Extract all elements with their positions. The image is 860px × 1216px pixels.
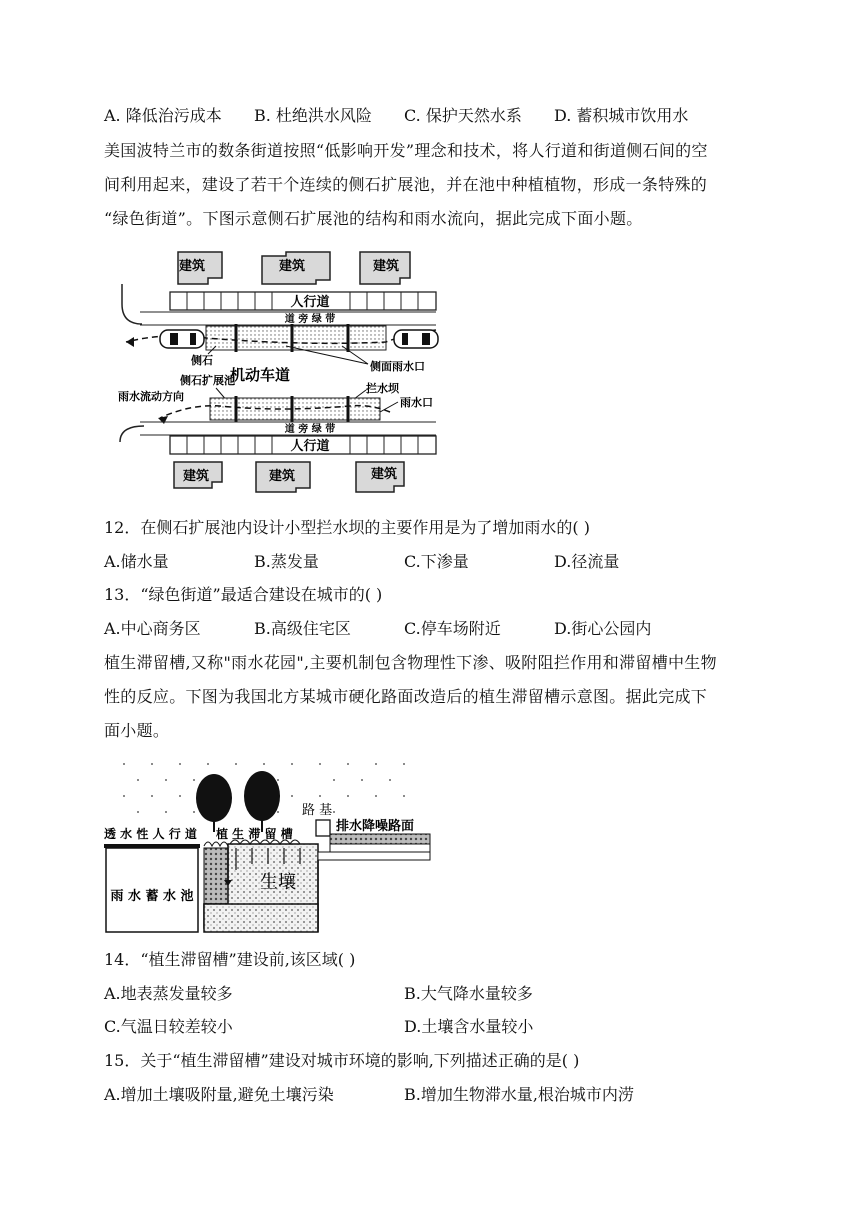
sidewalk-top	[170, 292, 436, 310]
tree-left-icon	[196, 774, 232, 832]
q12-option-c[interactable]: C.下渗量	[404, 552, 469, 571]
tree-right-icon	[244, 771, 280, 832]
q14-option-d[interactable]: D.土壤含水量较小	[404, 1017, 534, 1036]
q11-option-b[interactable]: B. 杜绝洪水风险	[254, 106, 372, 125]
dam-label: 拦水坝	[366, 382, 399, 395]
building-top-1	[178, 252, 222, 284]
sidewalk-bottom	[170, 436, 436, 454]
building-label: 建筑	[278, 259, 306, 274]
building-top-2	[262, 252, 330, 284]
q15-option-b[interactable]: B.增加生物滞水量,根治城市内涝	[404, 1085, 634, 1104]
q14-stem: 14．“植生滞留槽”建设前,该区域( )	[104, 950, 356, 969]
passage-2-line: 植生滞留槽,又称"雨水花园",主要机制包含物理性下渗、吸附阻拦作用和滞留槽中生物	[104, 653, 717, 672]
q11-option-a[interactable]: A. 降低治污成本	[104, 106, 222, 125]
building-bottom-2	[256, 462, 310, 492]
car-left-icon	[160, 330, 204, 348]
rain-tank-label: 雨 水 蓄 水 池	[110, 889, 194, 904]
walkway-label: 透 水 性 人 行 道	[104, 827, 197, 841]
q11-option-d[interactable]: D. 蓄积城市饮用水	[554, 106, 689, 125]
q12-option-d[interactable]: D.径流量	[554, 552, 620, 571]
q14-option-a[interactable]: A.地表蒸发量较多	[104, 984, 233, 1003]
q11-option-c[interactable]: C. 保护天然水系	[404, 106, 522, 125]
side-inlet-label: 侧面雨水口	[370, 360, 425, 373]
q13-stem: 13．“绿色街道”最适合建设在城市的( )	[104, 585, 383, 604]
q14-option-c[interactable]: C.气温日较差较小	[104, 1017, 233, 1036]
car-right-icon	[394, 330, 438, 348]
green-belt-label-bottom: 道 旁 绿 带	[284, 424, 336, 435]
q15-stem: 15．关于“植生滞留槽”建设对城市环境的影响,下列描述正确的是( )	[104, 1051, 580, 1070]
q13-option-b[interactable]: B.高级住宅区	[254, 619, 351, 638]
sidewalk-label: 人行道	[290, 295, 330, 310]
green-belt-label: 道 旁 绿 带	[284, 314, 336, 325]
passage-2	[104, 646, 764, 748]
curb-pool-top	[206, 326, 386, 350]
building-label: 建筑	[268, 469, 296, 484]
q12-option-b[interactable]: B.蒸发量	[254, 552, 319, 571]
building-bottom-3	[356, 462, 404, 492]
curb-pool-label: 侧石扩展池	[180, 374, 235, 387]
figure-curb-extension	[110, 246, 460, 496]
building-label: 建筑	[372, 259, 400, 274]
curb-label: 侧石	[191, 354, 213, 367]
figure-bioretention	[104, 752, 444, 938]
passage-2-line: 面小题。	[104, 721, 170, 740]
q15-option-a[interactable]: A.增加土壤吸附量,避免土壤污染	[104, 1085, 334, 1104]
building-label: 建筑	[182, 469, 210, 484]
q12-stem: 12．在侧石扩展池内设计小型拦水坝的主要作用是为了增加雨水的( )	[104, 518, 590, 537]
building-top-3	[360, 252, 410, 284]
inlet-label: 雨水口	[400, 396, 433, 409]
q13-option-c[interactable]: C.停车场附近	[404, 619, 501, 638]
sidewalk-label-bottom: 人行道	[290, 439, 330, 454]
flow-label: 雨水流动方向	[118, 390, 184, 403]
q13-option-a[interactable]: A.中心商务区	[104, 619, 201, 638]
building-label: 建筑	[178, 259, 206, 274]
q14-option-b[interactable]: B.大气降水量较多	[404, 984, 533, 1003]
q13-option-d[interactable]: D.街心公园内	[554, 619, 652, 638]
road-label: 机动车道	[229, 366, 291, 384]
passage-1-line: “绿色街道”。下图示意侧石扩展池的结构和雨水流向，据此完成下面小题。	[104, 209, 643, 228]
passage-1-line: 美国波特兰市的数条街道按照“低影响开发”理念和技术，将人行道和街道侧石间的空	[104, 141, 708, 160]
building-bottom-1	[174, 462, 222, 488]
passage-2-line: 性的反应。下图为我国北方某城市硬化路面改造后的植生滞留槽示意图。据此完成下	[104, 687, 708, 706]
soil-label: 生壤	[260, 872, 296, 893]
trough-label: 植 生 滞 留 槽	[216, 827, 293, 841]
q12-option-a[interactable]: A.储水量	[104, 552, 169, 571]
passage-1-line: 间利用起来，建设了若干个连续的侧石扩展池，并在池中种植植物，形成一条特殊的	[104, 175, 708, 194]
building-label: 建筑	[370, 467, 398, 482]
passage-1	[104, 134, 764, 236]
pavement-label: 排水降噪路面	[336, 819, 415, 834]
roadbed-label: 路 基	[302, 803, 333, 818]
